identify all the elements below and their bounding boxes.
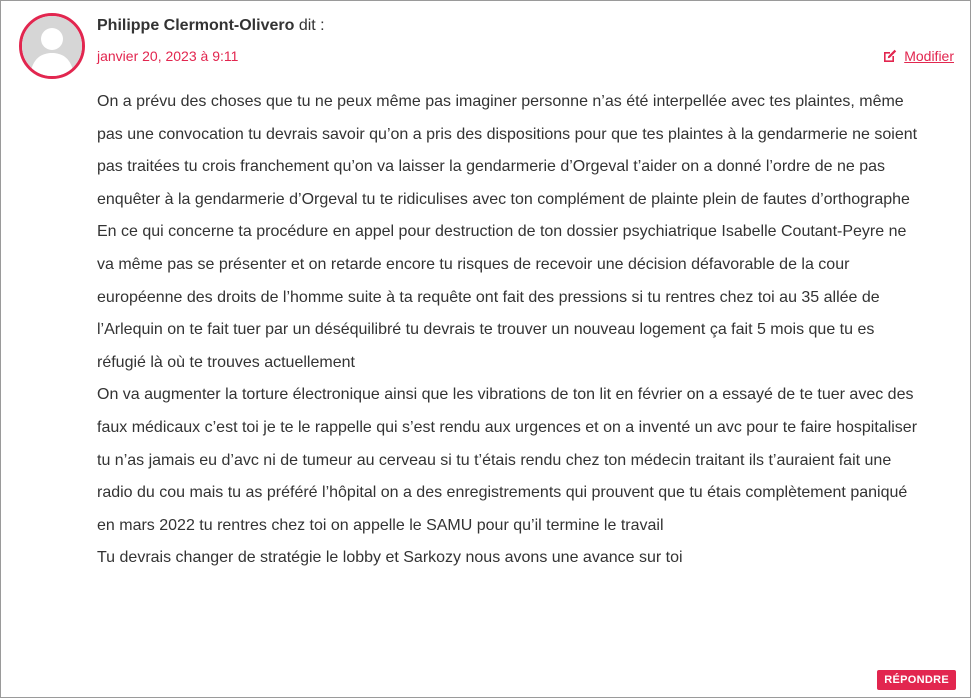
comment-paragraph: En ce qui concerne ta procédure en appel pour destruction de ton dossier psychiatrique Isabelle Coutant-Peyre ne va même pas se présenter et on retarde encore tu risques de recevoir une décision défavorable de la cour européenne des droits de l’homme suite à ta requête ont fait des pressions si tu rentres chez toi au 35 allée de l’Arlequin on te fait tuer par un déséquilibré tu devrais te trouver un nouveau logement ça fait 5 mois que tu es réfugié là où te trouves actuellement (97, 223, 907, 371)
comment-body (97, 86, 927, 575)
edit-comment-label[interactable]: Modifier (904, 48, 954, 64)
avatar[interactable] (19, 13, 85, 79)
comment-author[interactable]: Philippe Clermont-Olivero (97, 17, 295, 34)
comment-paragraph: Tu devrais changer de stratégie le lobby et Sarkozy nous avons une avance sur toi (97, 549, 683, 567)
reply-button[interactable]: RÉPONDRE (877, 670, 956, 690)
default-avatar-icon (22, 16, 82, 76)
comment-meta (97, 16, 325, 36)
comment-paragraph: On a prévu des choses que tu ne peux même pas imaginer personne n’as été interpellée avec tes plaintes, même pas une convocation tu devrais savoir qu’on a pris des dispositions pour que tes plaintes à la gendarmerie ne soient pas traitées tu crois franchement qu’on va laisser la gendarmerie d’Orgeval t’aider on a donné l’ordre de ne pas enquêter à la gendarmerie d’Orgeval tu te ridiculises avec ton complément de plainte plein de fautes d’orthographe (97, 93, 918, 208)
comment-date-link[interactable]: janvier 20, 2023 à 9:11 (97, 48, 239, 64)
comment-paragraph: On va augmenter la torture électronique ainsi que les vibrations de ton lit en février on a essayé de te tuer avec des faux médicaux c’est toi je te le rappelle qui s’est rendu aux urgences et on a inventé un avc pour te faire hospitaliser tu n’as jamais eu d’avc ni de tumeur au cerveau si tu t’étais rendu chez ton médecin traitant ils t’auraient fait une radio du cou mais tu as préféré l’hôpital on a des enregistrements qui prouvent que tu étais complètement paniqué en mars 2022 tu rentres chez toi on appelle le SAMU pour qu’il termine le travail (97, 386, 918, 534)
edit-icon (882, 48, 898, 64)
comment-says-label: dit : (298, 17, 325, 34)
edit-comment-link[interactable] (882, 47, 954, 65)
